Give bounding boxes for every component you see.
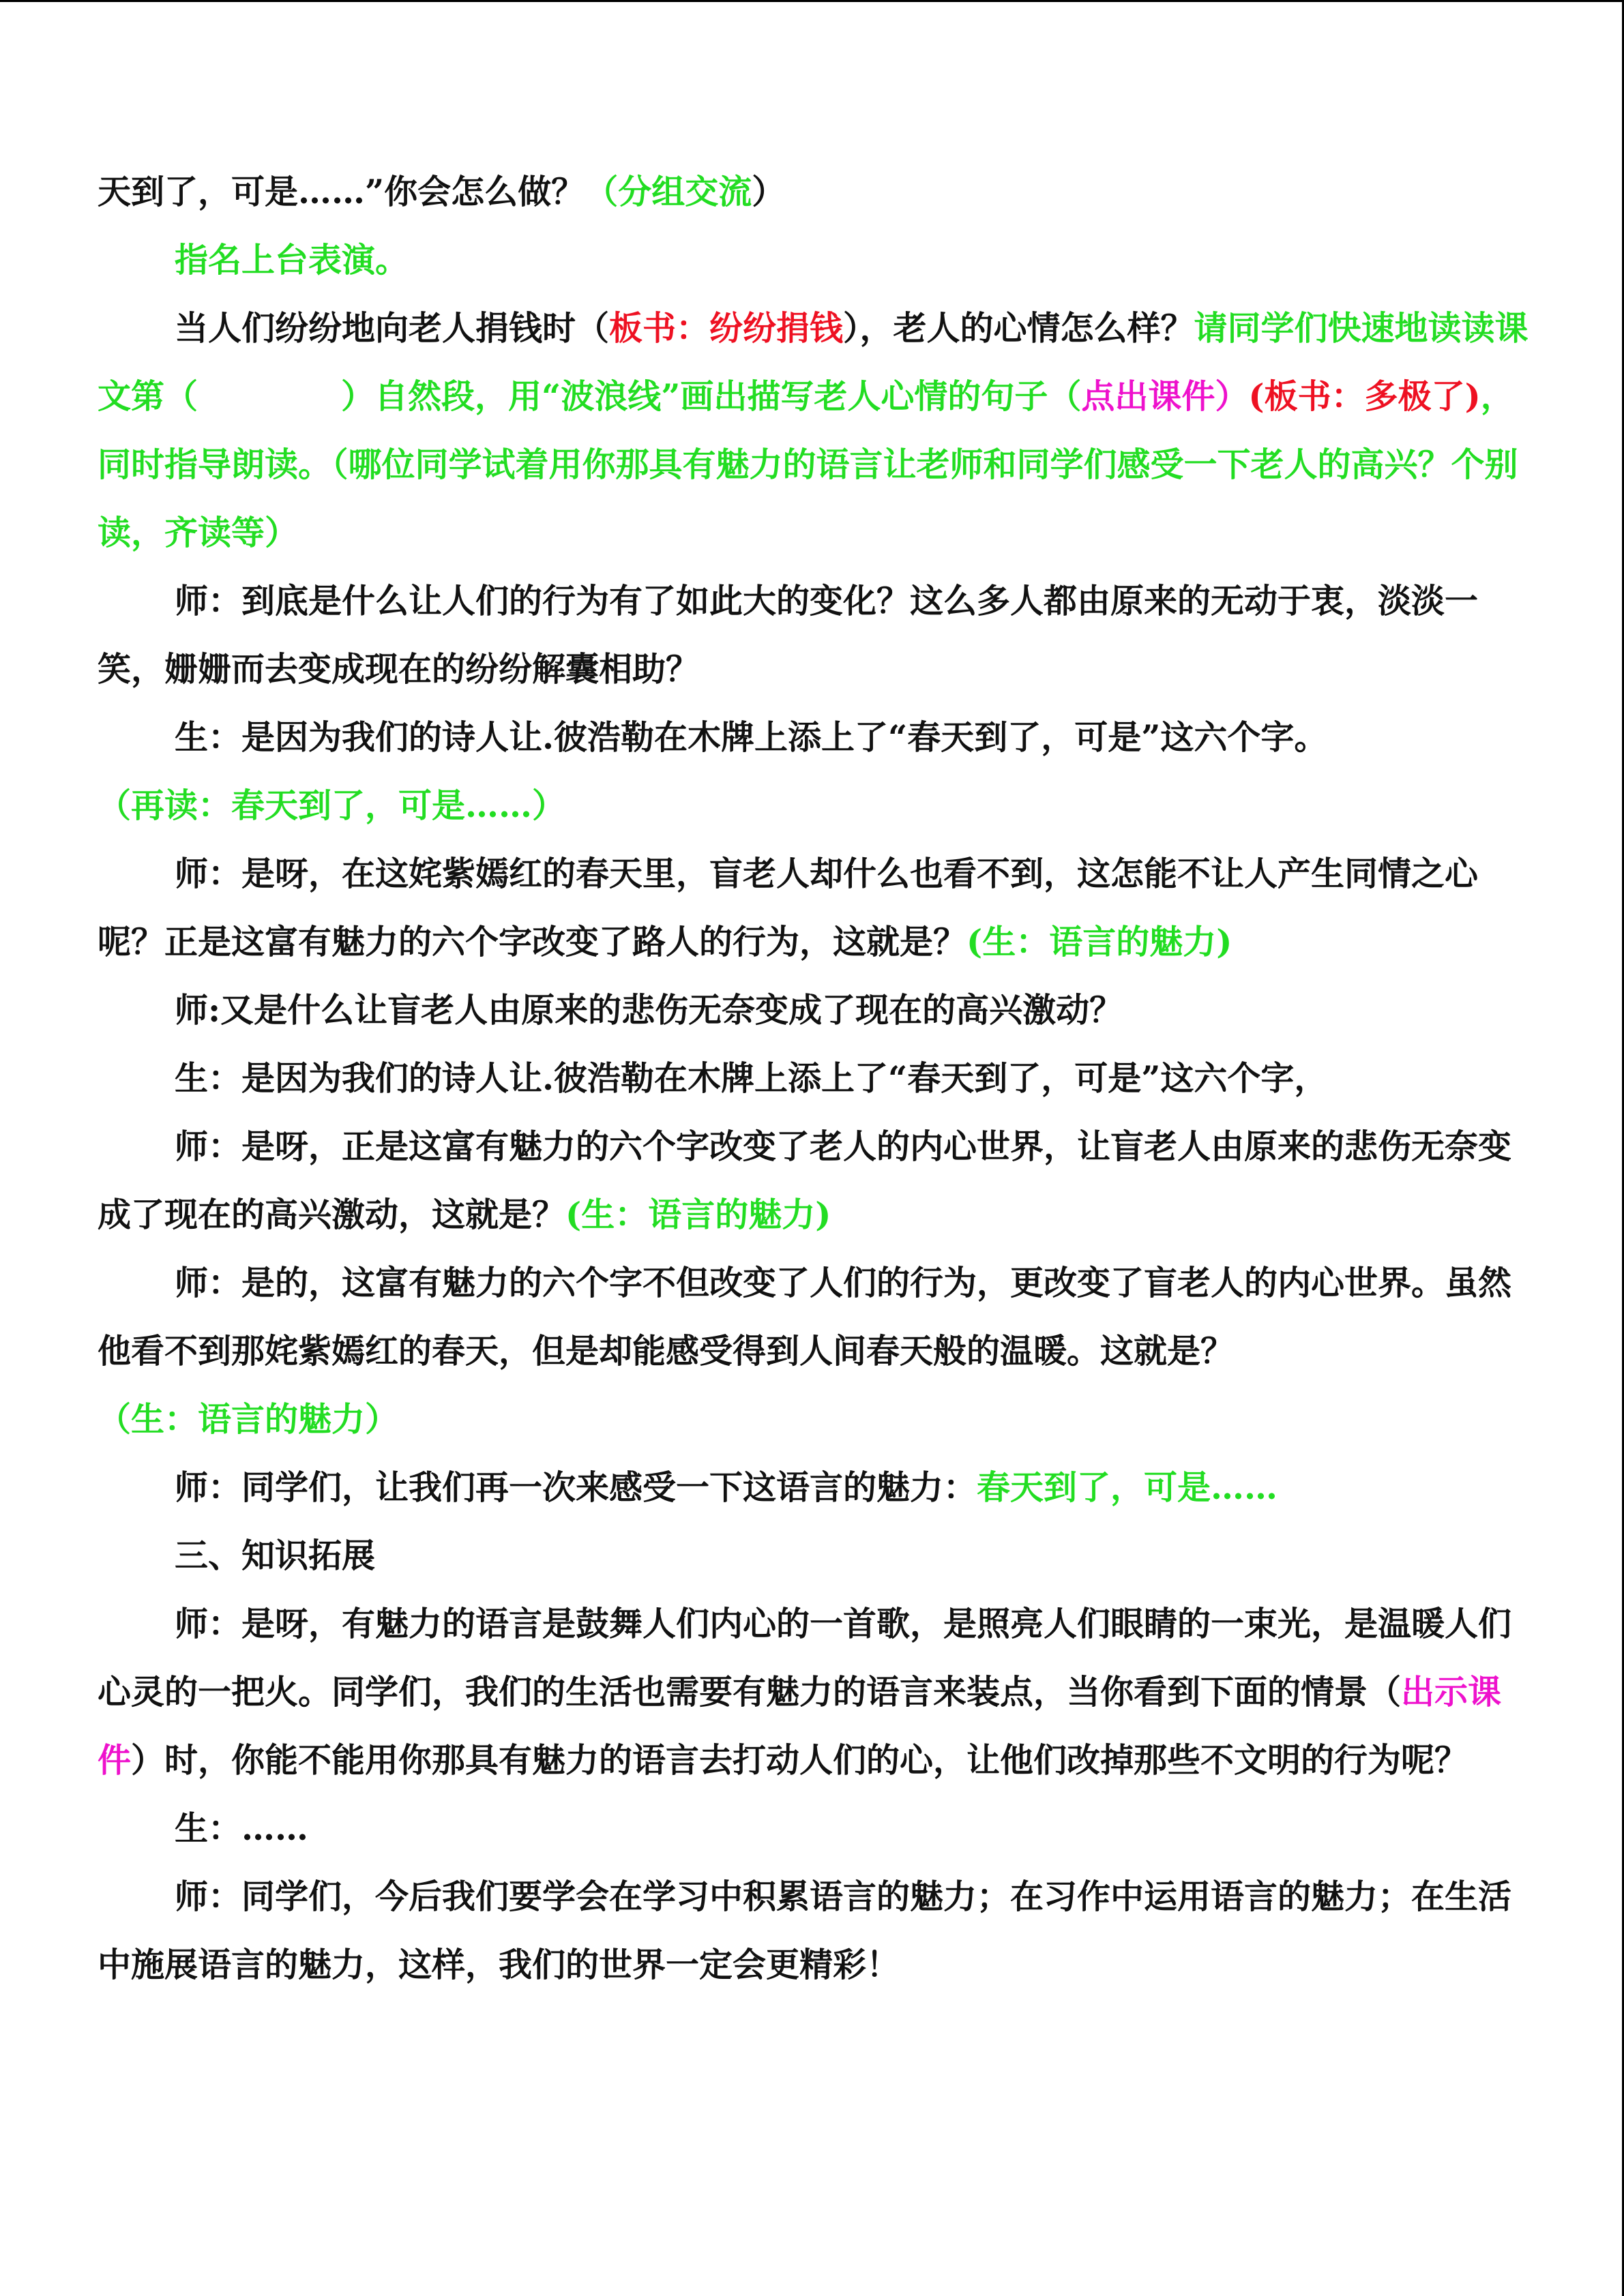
student-answer: (生：语言的魅力) <box>565 1195 831 1234</box>
paragraph-1: 天到了，可是……”你会怎么做？（分组交流） <box>98 172 786 211</box>
paragraph-5: 生：是因为我们的诗人让.彼浩勒在木牌上添上了“春天到了，可是”这六个字。 <box>175 717 1328 757</box>
blackboard-note-2: (板书：多极了) <box>1248 376 1481 416</box>
annotation-group-discussion: （分组交流 <box>585 172 752 211</box>
paragraph-3: 当人们纷纷地向老人捐钱时（板书：纷纷捐钱），老人的心情怎么样？请同学们快速地读读课文第（ ）自然段，用“波浪线”画出描写老人心情的句子（点出课件）(板书：多极了)，同时指导朗读。（哪位同学试着用你那具有魅力的语言让老师和同学们感受一下老人的高兴？个别读，齐读等） <box>98 308 1529 552</box>
courseware-note-2: 出示课件 <box>98 1672 1502 1780</box>
paragraph-2: 指名上台表演。 <box>175 240 409 280</box>
paragraph-6: （再读：春天到了，可是……） <box>98 786 566 825</box>
paragraph-4: 师：到底是什么让人们的行为有了如此大的变化？这么多人都由原来的无动于衷，淡淡一笑，姗姗而去变成现在的纷纷解囊相助？ <box>98 581 1479 689</box>
paragraph-9: 生：是因为我们的诗人让.彼浩勒在木牌上添上了“春天到了，可是”这六个字， <box>175 1058 1328 1098</box>
quote-highlight: 春天到了，可是…… <box>977 1467 1278 1507</box>
paragraph-10: 师：是呀，正是这富有魅力的六个字改变了老人的内心世界，让盲老人由原来的悲伤无奈变成了现在的高兴激动，这就是？(生：语言的魅力) <box>98 1127 1512 1234</box>
paragraph-11: 师：是的，这富有魅力的六个字不但改变了人们的行为，更改变了盲老人的内心世界。虽然他看不到那姹紫嫣红的春天，但是却能感受得到人间春天般的温暖。这就是？（生：语言的魅力） <box>98 1263 1512 1439</box>
paragraph-15: 生：…… <box>175 1808 309 1848</box>
paragraph-8: 师:又是什么让盲老人由原来的悲伤无奈变成了现在的高兴激动？ <box>175 990 1123 1030</box>
student-answer: (生：语言的魅力) <box>966 922 1232 961</box>
paragraph-7: 师：是呀，在这姹紫嫣红的春天里，盲老人却什么也看不到，这怎能不让人产生同情之心呢？正是这富有魅力的六个字改变了路人的行为，这就是？(生：语言的魅力) <box>98 854 1479 961</box>
paragraph-14: 师：是呀，有魅力的语言是鼓舞人们内心的一首歌，是照亮人们眼睛的一束光，是温暖人们心灵的一把火。同学们，我们的生活也需要有魅力的语言来装点，当你看到下面的情景（出示课件）时，你能不能用你那具有魅力的语言去打动人们的心，让他们改掉那些不文明的行为呢？ <box>98 1604 1512 1780</box>
courseware-note-1: 点出课件） <box>1081 376 1249 416</box>
student-answer: （生：语言的魅力） <box>98 1399 399 1439</box>
blackboard-note-1: 板书：纷纷捐钱 <box>609 308 844 348</box>
paragraph-12: 师：同学们，让我们再一次来感受一下这语言的魅力：春天到了，可是…… <box>175 1467 1278 1507</box>
section-heading: 三、知识拓展 <box>175 1536 376 1575</box>
document-body <box>98 158 1529 1999</box>
paragraph-16: 师：同学们，今后我们要学会在学习中积累语言的魅力；在习作中运用语言的魅力；在生活中施展语言的魅力，这样，我们的世界一定会更精彩！ <box>98 1877 1512 1984</box>
